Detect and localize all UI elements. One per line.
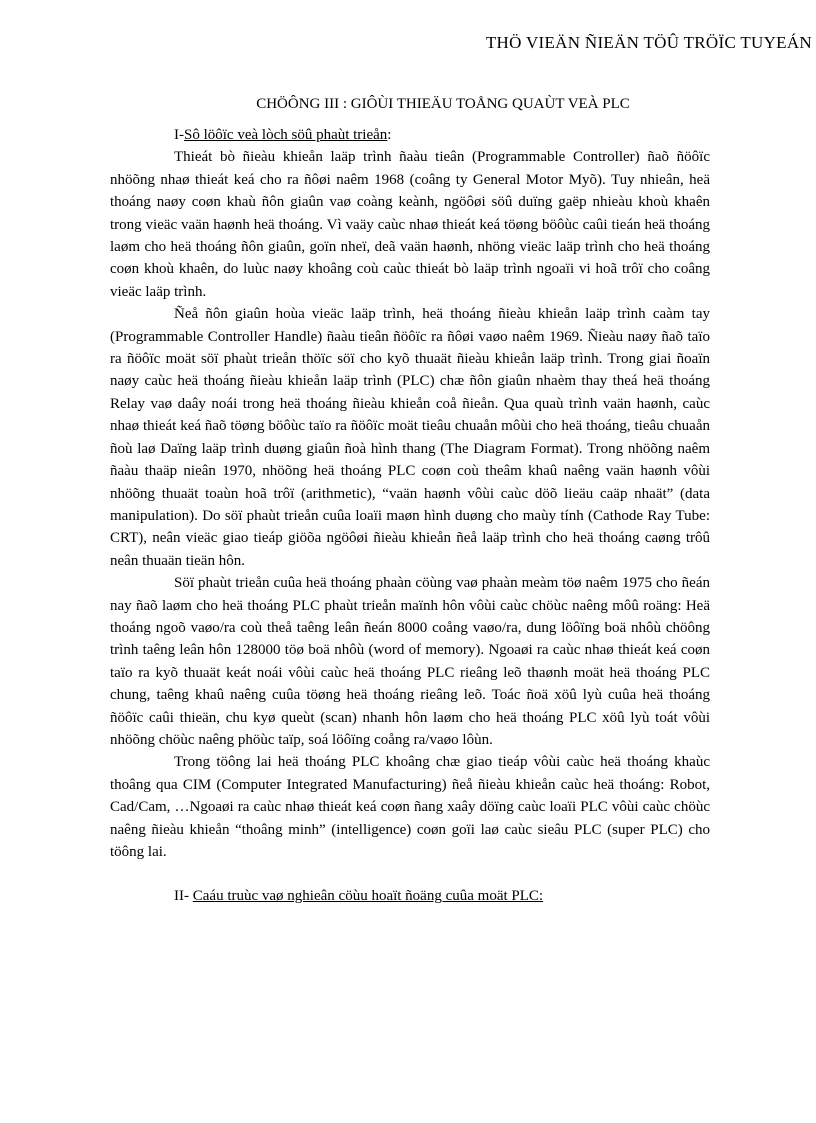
section-1-heading	[110, 124, 710, 146]
section-2-heading-text: Caáu truùc vaø nghieân cöùu hoaït ñoäng cuûa moät PLC:	[192, 888, 544, 905]
document-body	[110, 124, 710, 908]
section-2-prefix: II-	[174, 888, 193, 905]
paragraph-2: Ñeå ñôn giaûn hoùa vieäc laäp trình, heä thoáng ñieàu khieån laäp trình caàm tay (Programmable Controller Handle) ñaàu tieân ñöôïc ra ñôøi vaøo naêm 1969. Ñieàu naøy ñaõ taïo ra ñöôïc moät söï phaùt trieån thöïc söï cho kyõ thuaät ñieàu khieån laäp trình. Trong giai ñoaïn naøy caùc heä thoáng ñieàu khieån laäp trình (PLC) chæ ñôn giaûn nhaèm thay theá heä thoáng Relay vaø daây noái trong heä thoáng ñieàu khieån coå ñieån. Qua quaù trình vaän haønh, caùc nhaø thieát keá ñaõ töøng böôùc taïo ra ñöôïc moät tieâu chuaån môùi cho heä thoáng, tieâu chuaån ñoù laø Daïng laäp trình duøng giaûn ñoà hình thang (The Diagram Format). Trong nhöõng naêm ñaàu thaäp nieân 1970, nhöõng heä thoáng PLC coøn coù theâm khaû naêng vaän haønh vôùi nhöõng thuaät toaùn hoã trôï (arithmetic), “vaän haønh vôùi caùc döõ lieäu caäp nhaät” (data manipulation). Do söï phaùt trieån cuûa loaïi maøn hình duøng cho maùy tính (Cathode Ray Tube: CRT), neân vieäc giao tieáp giöõa ngöôøi ñieàu khieån ñeå laäp trình cho heä thoáng caøng trôû neân thuaän tieän hôn.	[110, 306, 710, 569]
paragraph-1: Thieát bò ñieàu khieån laäp trình ñaàu tieân (Programmable Controller) ñaõ ñöôïc nhöõng nhaø thieát keá cho ra ñôøi naêm 1968 (coâng ty General Motor Myõ). Tuy nhieân, heä thoáng naøy coøn khaù ñôn giaûn vaø coàng keành, ngöôøi söû duïng gaëp nhieàu khoù khaên trong vieäc vaän haønh heä thoáng. Vì vaäy caùc nhaø thieát keá töøng böôùc caûi tieán heä thoáng laøm cho heä thoáng ñôn giaûn, goïn nheï, deã vaän haønh, nhöng vieäc laäp trình cho heä thoáng coøn khoù khaên, do luùc naøy khoâng coù caùc thieát bò laäp trình ngoaïi vi hoã trôï cho coâng vieäc laäp trình.	[110, 149, 710, 300]
section-1-prefix: I-	[174, 127, 184, 143]
spacer	[110, 863, 710, 885]
section-1-suffix: :	[387, 127, 392, 143]
section-1-heading-text: Sô löôïc veà lòch söû phaùt trieån	[184, 127, 388, 143]
paragraph-3: Söï phaùt trieån cuûa heä thoáng phaàn cöùng vaø phaàn meàm töø naêm 1975 cho ñeán nay ñaõ laøm cho heä thoáng PLC phaùt trieån maïnh hôn vôùi caùc chöùc naêng môû roäng: Heä thoáng ngoõ vaøo/ra coù theå taêng leân ñeán 8000 coång vaøo/ra, dung löôïng boä nhôù chöông trình taêng leân hôn 128000 töø boä nhôù (word of memory). Ngoaøi ra caùc nhaø thieát keá coøn taïo ra kyõ thuaät keát noái vôùi caùc heä thoáng PLC rieâng leõ thaønh moät heä thoáng PLC chung, taêng khaû naêng cuûa töøng heä thoáng rieâng leõ. Toác ñoä xöû lyù cuûa heä thoáng ñöôïc caûi thieän, chu kyø queùt (scan) nhanh hôn laøm cho heä thoáng PLC xöû lyù toát vôùi nhöõng chöùc naêng phöùc taïp, soá löôïng coång ra/vaøo lôùn.	[110, 575, 710, 748]
paragraph-4: Trong töông lai heä thoáng PLC khoâng chæ giao tieáp vôùi caùc heä thoáng khaùc thoâng qua CIM (Computer Integrated Manufacturing) ñeå ñieàu khieån caùc heä thoáng: Robot, Cad/Cam, …Ngoaøi ra caùc nhaø thieát keá coøn ñang xaây döïng caùc loaïi PLC vôùi caùc chöùc naêng ñieàu khieån “thoâng minh” (intelligence) coøn goïi laø caùc sieâu PLC (super PLC) cho töông lai.	[110, 754, 710, 860]
section-2-heading	[110, 885, 710, 907]
chapter-title: CHÖÔNG III : GIÔÙI THIEÄU TOÅNG QUAÙT VEÀ PLC	[256, 96, 630, 112]
page-header: THÖ VIEÄN ÑIEÄN TÖÛ TRÖÏC TUYEÁN	[485, 33, 812, 52]
